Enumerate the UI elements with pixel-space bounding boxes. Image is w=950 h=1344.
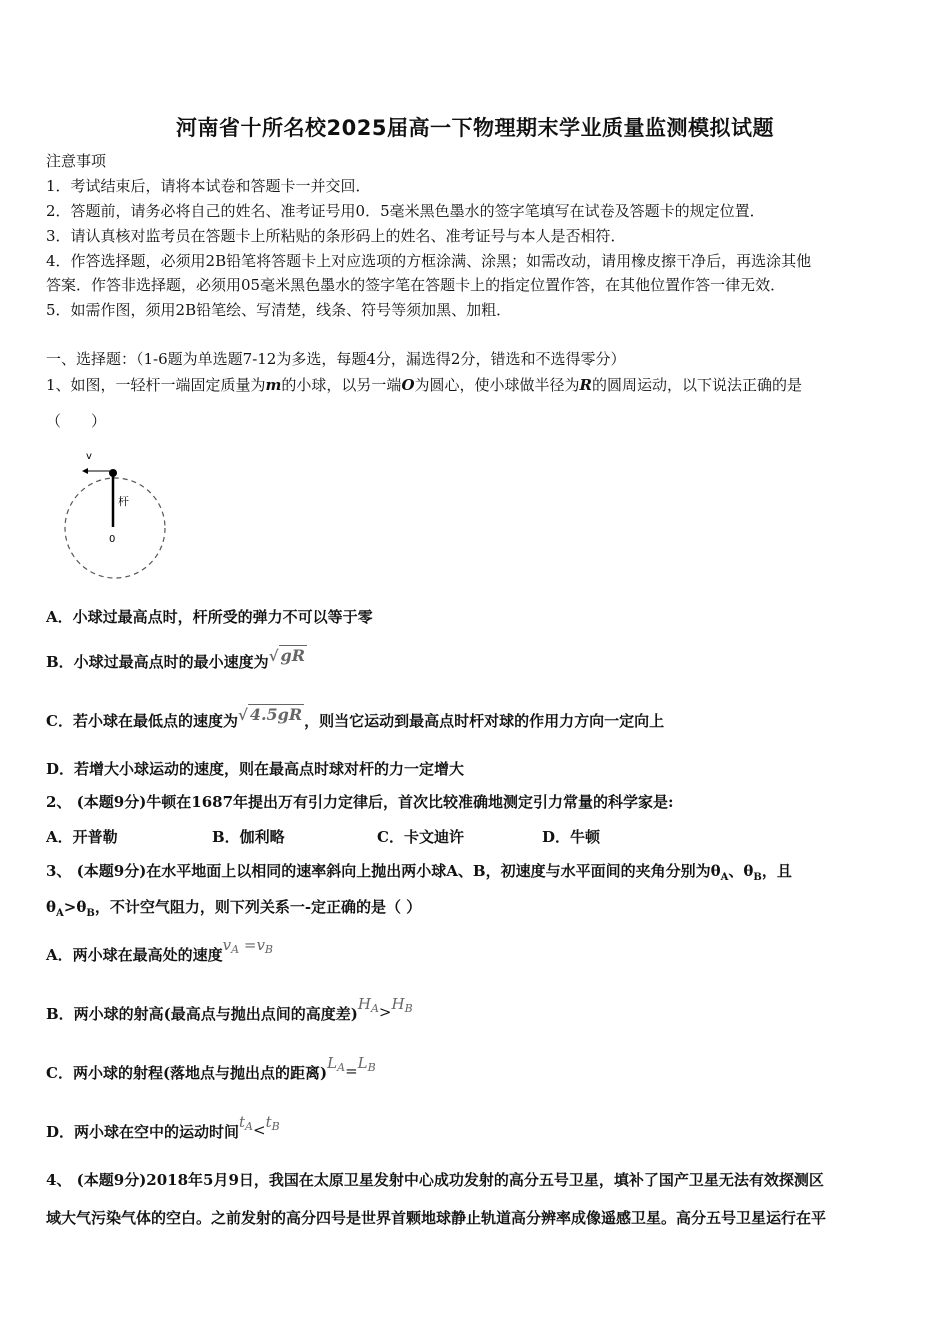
math-subscript: A (337, 1061, 346, 1074)
q2-option-c: C．卡文迪许 (377, 828, 464, 846)
q3-text: 3、 (本题9分)在水平地面上以相同的速率斜向上抛出两小球A、B，初速度与水平面间的夹角分别为θ (46, 862, 721, 880)
notice-item: 1．考试结束后，请将本试卷和答题卡一并交回． (46, 177, 371, 195)
math-operator: > (378, 1003, 392, 1021)
notice-item: 4．作答选择题，必须用2B铅笔将答题卡上对应选项的方框涂满、涂黑；如需改动，请用橡皮擦干净后，再选涂其他 (46, 252, 812, 270)
q3-subscript: A (56, 908, 64, 919)
sqrt-radicand: 4.5gR (249, 705, 303, 724)
q1-option-a: A．小球过最高点时，杆所受的弹力不可以等于零 (46, 608, 373, 626)
ball-icon (109, 469, 117, 477)
q3-option-d-text: D．两小球在空中的运动时间 (46, 1123, 240, 1141)
math-subscript: A (370, 1002, 379, 1015)
math-symbol: v (256, 936, 265, 954)
notice-item: 答案．作答非选择题，必须用05毫米黑色墨水的签字笔在答题卡上的指定位置作答，在其他位置作答一律无效． (46, 276, 786, 294)
q3-text: >θ (63, 898, 87, 916)
q1-option-b (46, 646, 307, 673)
question-1-stem (46, 374, 802, 396)
question-2-stem: 2、 (本题9分)牛顿在1687年提出万有引力定律后，首次比较准确地测定引力常量的科学家是: (46, 793, 674, 811)
notice-item: 2．答题前，请务必将自己的姓名、准考证号用0．5毫米黑色墨水的签字笔填写在试卷及答题卡的规定位置． (46, 202, 765, 220)
math-symbol: L (327, 1054, 338, 1072)
question-4-stem-line2: 域大气污染气体的空白。之前发射的高分四号是世界首颗地球静止轨道高分辨率成像遥感卫星。高分五号卫星运行在平 (46, 1209, 827, 1227)
question-4-stem-line1: 4、 (本题9分)2018年5月9日，我国在太原卫星发射中心成功发射的高分五号卫星，填补了国产卫星无法有效探测区 (46, 1171, 824, 1189)
question-3-stem-line2 (46, 896, 421, 925)
q1-center-symbol: O (401, 376, 415, 394)
q1-option-c (46, 705, 665, 732)
q1-option-c-text: ，则当它运动到最高点时杆对球的作用力方向一定向上 (304, 712, 665, 730)
sqrt-expression: √ 4.5gR (237, 705, 303, 724)
velocity-arrowhead (82, 468, 88, 474)
notice-heading: 注意事项 (46, 152, 107, 170)
notice-item: 3．请认真核对监考员在答题卡上所粘贴的条形码上的姓名、准考证号与本人是否相符． (46, 227, 626, 245)
q1-text: 1、如图，一轻杆一端固定质量为 (46, 376, 266, 394)
q3-option-b (46, 995, 413, 1030)
math-subscript: B (264, 943, 274, 956)
q1-radius-symbol: R (579, 376, 592, 394)
math-symbol: t (265, 1113, 272, 1131)
math-subscript: A (231, 943, 240, 956)
math-operator: = (345, 1062, 358, 1080)
question-1-paren: （ ） (46, 412, 107, 430)
q2-option-a: A．开普勒 (46, 828, 118, 846)
q1-text: 的小球，以另一端 (281, 376, 402, 394)
q3-option-d (46, 1113, 280, 1148)
q3-text: θ (46, 898, 57, 916)
q2-option-b: B．伽利略 (212, 828, 285, 846)
q3-subscript: B (753, 872, 762, 883)
page-title: 河南省十所名校2025届高一下物理期末学业质量监测模拟试题 (176, 116, 774, 140)
math-symbol: t (239, 1113, 246, 1131)
q3-option-b-text: B．两小球的射高(最高点与抛出点间的高度差) (46, 1005, 358, 1023)
q1-text: 的圆周运动，以下说法正确的是 (592, 376, 803, 394)
math-subscript: B (404, 1002, 413, 1015)
math-expression (239, 1113, 280, 1139)
q3-text: 、θ (728, 862, 754, 880)
q3-option-c (46, 1054, 376, 1089)
q3-option-c-text: C．两小球的射程(落地点与抛出点的距离) (46, 1064, 328, 1082)
math-subscript: B (367, 1061, 376, 1074)
question-3-stem-line1 (46, 860, 792, 889)
q3-option-a (46, 936, 274, 971)
section-heading: 一、选择题：（1-6题为单选题7-12为多选，每题4分，漏选得2分，错选和不选得零分） (46, 350, 626, 368)
math-symbol: L (357, 1054, 368, 1072)
q3-subscript: A (720, 872, 729, 883)
q1-option-d: D．若增大小球运动的速度，则在最高点时球对杆的力一定增大 (46, 760, 465, 778)
math-subscript: B (271, 1120, 280, 1133)
center-label: 0 (109, 534, 116, 545)
velocity-label: v (86, 451, 92, 462)
math-symbol: H (357, 995, 371, 1013)
q3-option-a-text: A．两小球在最高处的速度 (46, 946, 223, 964)
q1-option-c-text: C．若小球在最低点的速度为 (46, 712, 238, 730)
rod-label: 杆 (118, 495, 129, 508)
math-symbol: H (391, 995, 405, 1013)
math-operator: = (243, 936, 257, 954)
math-expression (223, 936, 273, 954)
math-symbol: v (222, 936, 232, 954)
orbit-circle (65, 478, 165, 578)
circular-motion-figure (58, 442, 178, 587)
q1-option-b-text: B．小球过最高点时的最小速度为 (46, 653, 269, 671)
math-operator: < (253, 1121, 266, 1139)
q1-text: 为圆心，使小球做半径为 (414, 376, 580, 394)
math-subscript: A (245, 1120, 253, 1133)
q3-text: ，不计空气阻力，则下列关系一-定正确的是（ ） (94, 898, 422, 916)
sqrt-expression: √ gR (268, 646, 306, 665)
sqrt-radicand: gR (280, 646, 306, 665)
q2-option-d: D．牛顿 (542, 828, 601, 846)
q3-subscript: B (86, 908, 95, 919)
q3-text: ，且 (761, 862, 792, 880)
notice-item: 5．如需作图，须用2B铅笔绘、写清楚，线条、符号等须加黑、加粗． (46, 301, 512, 319)
math-expression (327, 1054, 376, 1080)
q1-mass-symbol: m (265, 376, 282, 394)
math-expression (357, 995, 413, 1021)
